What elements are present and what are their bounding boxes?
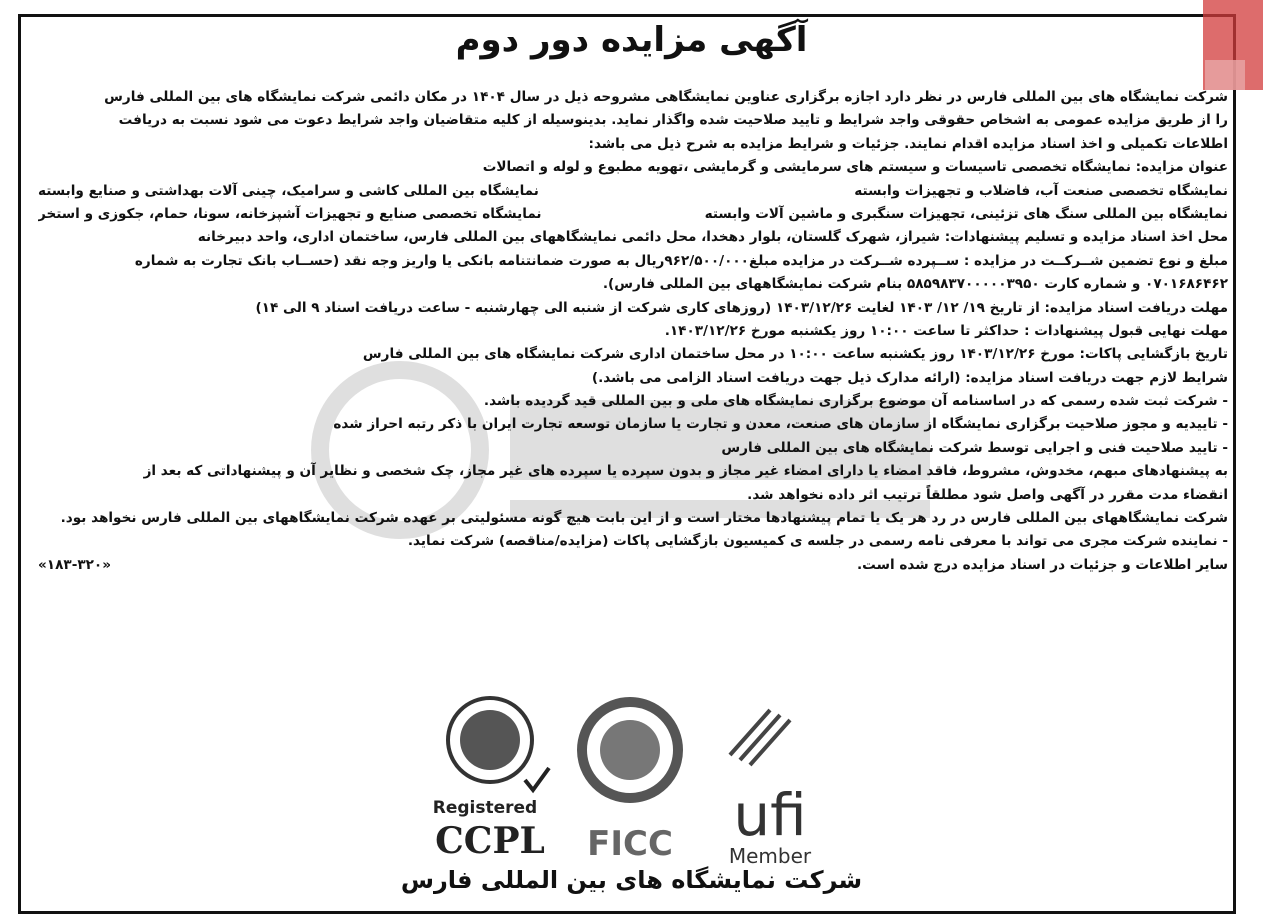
closing-line: سایر اطلاعات و جزئیات در اسناد مزایده درج شده است. (857, 556, 1228, 573)
deadline-line: تاریخ بازگشایی پاکات: مورخ ۱۴۰۳/۱۲/۲۶ روز یکشنبه ساعت ۱۰:۰۰ در محل ساختمان اداری شرکت نمایشگاه های بین المللی فارس (362, 346, 1228, 363)
guarantee-line: مبلغ و نوع تضمین شــرکــت در مزایده : ســپرده شــرکت در مزایده مبلغ۹۶۲/۵۰۰/۰۰۰ریال به صورت ضمانتنامه بانکی یا واریز وجه نقد (حســاب بانک تجارت به شماره (134, 252, 1228, 269)
ccpl-registered-label: Registered (432, 798, 538, 818)
rejection-line: به پیشنهادهای مبهم، مخدوش، مشروط، فاقد امضاء یا دارای امضاء غیر مجاز و بدون سپرده یا سپرده های غیر مجاز، چک شخصی و نظایر آن و پیشنهاداتی که بعد از (143, 463, 1228, 480)
footer-company-name: شرکت نمایشگاه های بین المللی فارس (400, 866, 863, 894)
exhibition-item: نمایشگاه بین المللی کاشی و سرامیک، چینی آلات بهداشتی و صنایع وابسته (38, 182, 539, 199)
check-icon (525, 768, 549, 790)
closing-line: شرکت نمایشگاههای بین المللی فارس در رد هر یک یا تمام پیشنهادها مختار است و از این بابت هیچ گونه مسئولیتی بر عهده شرکت نمایشگاههای بین المللی فارس نخواهد بود. (60, 510, 1228, 527)
deadline-line: مهلت نهایی قبول پیشنهادات : حداکثر تا ساعت ۱۰:۰۰ روز یکشنبه مورخ ۱۴۰۳/۱۲/۲۶. (664, 322, 1228, 339)
ufi-logo (729, 710, 812, 868)
logos-strip (430, 695, 830, 870)
deadline-line: مهلت دریافت اسناد مزایده: از تاریخ ۱۹/ ۱۲/ ۱۴۰۳ لغایت ۱۴۰۳/۱۲/۲۶ (روزهای کاری شرکت از شنبه الی چهارشنبه - ساعت دریافت اسناد ۹ الی ۱۴) (255, 299, 1228, 316)
rejection-line: انقضاء مدت مقرر در آگهی واصل شود مطلقاً ترتیب اثر داده نخواهد شد. (747, 486, 1228, 503)
ficc-label: FICC (587, 824, 673, 864)
exhibition-item: نمایشگاه بین المللی سنگ های تزئینی، تجهیزات سنگبری و ماشین آلات وابسته (704, 205, 1228, 222)
auction-subject: عنوان مزایده: نمایشگاه تخصصی تاسیسات و سیستم های سرمایشی و گرمایشی ،تهویه مطبوع و لوله و اتصالات (482, 159, 1228, 176)
closing-row (38, 554, 1228, 577)
ccpl-label: CCPL (435, 820, 545, 862)
intro-line: اطلاعات تکمیلی و اخذ اسناد مزایده اقدام نمایند. جزئیات و شرایط مزایده به شرح ذیل می باشد: (588, 135, 1228, 152)
ccpl-seal-inner (460, 710, 520, 770)
requirement-item: - شرکت ثبت شده رسمی که در اساسنامه آن موضوع برگزاری نمایشگاه های ملی و بین المللی قید گردیده باشد. (483, 393, 1228, 410)
requirement-item: - تایید صلاحیت فنی و اجرایی توسط شرکت نمایشگاه های بین المللی فارس (721, 439, 1228, 456)
notice-title: آگهی مزایده دور دوم (455, 20, 808, 60)
ficc-emblem-icon (600, 720, 660, 780)
requirement-item: - تاییدیه و مجوز صلاحیت برگزاری نمایشگاه از سازمان های صنعت، معدن و تجارت یا سازمان توسعه تجارت ایران با ذکر رتبه احراز شده (333, 416, 1228, 433)
ufi-member-label: Member (728, 844, 812, 868)
reference-code: «۱۸۳-۳۲۰» (38, 556, 112, 573)
ficc-logo (582, 702, 678, 864)
exhibition-item: نمایشگاه تخصصی صنعت آب، فاضلاب و تجهیزات وابسته (854, 182, 1228, 199)
intro-line: شرکت نمایشگاه های بین المللی فارس در نظر دارد اجازه برگزاری عناوین نمایشگاهی مشروحه ذیل در سال ۱۴۰۴ در مکان دائمی شرکت نمایشگاه های بین المللی فارس (104, 89, 1228, 105)
ufi-stripes-icon (730, 710, 790, 765)
location-line: محل اخذ اسناد مزایده و تسلیم پیشنهادات: شیراز، شهرک گلستان، بلوار دهخدا، محل دائمی نمایشگاههای بین المللی فارس، ساختمان اداری، واحد دبیرخانه (197, 229, 1228, 246)
intro-line: را از طریق مزایده عمومی به اشخاص حقوقی واجد شرایط و تایید صلاحیت شده واگذار نماید. بدینوسیله از کلیه متقاضیان واجد شرایط دعوت می شود نسبت به دریافت (118, 112, 1228, 129)
closing-line: - نماینده شرکت مجری می تواند با معرفی نامه رسمی در جلسه ی کمیسیون بازگشایی پاکات (مزایده/مناقصه) شرکت نماید. (407, 533, 1228, 550)
ufi-label: ufi (733, 781, 807, 849)
ccpl-logo (433, 698, 549, 862)
exhibitions-row (38, 180, 1228, 203)
exhibition-item: نمایشگاه تخصصی صنایع و تجهیزات آشپزخانه، سونا، حمام، جکوزی و استخر (38, 205, 542, 222)
guarantee-line: ۰۷۰۱۶۸۶۴۶۲ و شماره کارت ۵۸۵۹۸۳۷۰۰۰۰۰۳۹۵۰ بنام شرکت نمایشگاههای بین المللی فارس). (602, 276, 1228, 293)
exhibitions-row (38, 203, 1228, 226)
notice-body (38, 86, 1228, 577)
requirements-title: شرایط لازم جهت دریافت اسناد مزایده: (ارائه مدارک ذیل جهت دریافت اسناد الزامی می باشد.) (591, 369, 1228, 386)
